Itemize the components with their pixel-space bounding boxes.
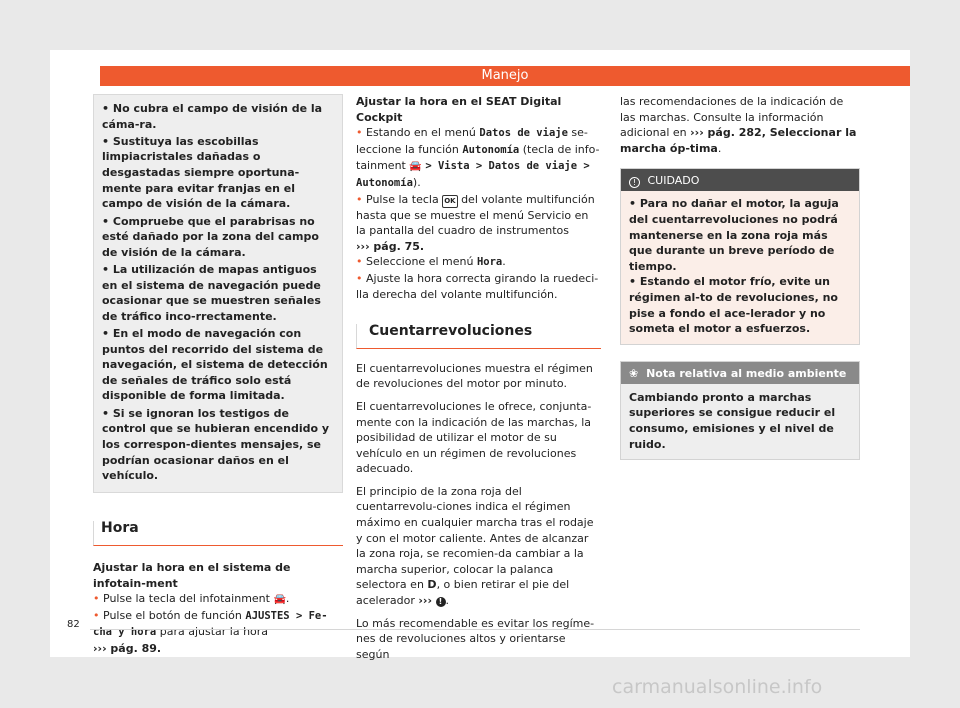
page-reference[interactable]: ››› xyxy=(418,594,432,608)
caution-box xyxy=(620,168,860,344)
caution-title: CUIDADO xyxy=(647,174,700,188)
step-item: • Ajuste la hora correcta girando la ruedeci-lla derecha del volante multifunción. xyxy=(356,271,599,301)
section-title-hora: Hora xyxy=(93,521,343,546)
ok-key-icon: OK xyxy=(442,195,457,208)
warning-item: • En el modo de navegación con puntos del recorrido del sistema de navegación, el sistema de detección de señales de tráfico solo está disponible de forma limitada. xyxy=(102,327,328,403)
page-reference[interactable]: ››› pág. 75. xyxy=(356,239,425,253)
caution-icon: ! xyxy=(629,177,640,188)
manual-page xyxy=(50,50,910,661)
environment-note-header xyxy=(621,362,859,384)
step-item: • Pulse la tecla OK del volante multifunción hasta que se muestre el menú Servicio en la pantalla del cuadro de instrumentos ››› pág. 75. xyxy=(356,192,595,253)
warning-icon: ! xyxy=(436,597,446,607)
caution-item: • Estando el motor frío, evite un régimen al-to de revoluciones, no pise a fondo el ace-lerador y no someta el motor a esfuerzos. xyxy=(629,275,838,336)
column-right xyxy=(620,94,860,460)
page-reference[interactable]: ››› pág. 282, Seleccionar la marcha óp-tima xyxy=(620,126,857,155)
step-item: • Seleccione el menú Hora. xyxy=(356,255,506,269)
paragraph: El cuentarrevoluciones muestra el régimen de revoluciones del motor por minuto. xyxy=(356,361,593,391)
environment-note-text: Cambiando pronto a marchas superiores se consigue reducir el consumo, emisiones y el nivel de ruido. xyxy=(629,390,836,451)
caution-item: • Para no dañar el motor, la aguja del cuentarrevoluciones no podrá mantenerse en la zona roja más que durante un breve período de tiempo. xyxy=(629,197,839,273)
step-item: • Pulse el botón de función AJUSTES > Fe-cha y hora para ajustar la hora ››› pág. 89. xyxy=(93,608,328,655)
step-item: • Pulse la tecla del infotainment 🚘. xyxy=(93,592,290,606)
chapter-title: Manejo xyxy=(481,68,529,83)
warning-item: • La utilización de mapas antiguos en el sistema de navegación puede ocasionar que se muestren señales de tráfico inco-rrectamente. xyxy=(102,263,321,323)
subhead-digital-cockpit: Ajustar la hora en el SEAT Digital Cockpit xyxy=(356,95,562,124)
camera-warning-box xyxy=(93,94,343,493)
environment-note-box xyxy=(620,361,860,460)
warning-item: • Compruebe que el parabrisas no esté dañado por la zona del campo de visión de la cámara. xyxy=(102,214,319,259)
warning-item: • Si se ignoran los testigos de control que se hubieran encendido y los correspon-dientes mensajes, se podrían ocasionar daños en el vehículo. xyxy=(102,406,330,483)
car-icon: 🚘 xyxy=(273,594,286,606)
caution-header xyxy=(621,169,859,191)
page-number: 82 xyxy=(67,619,80,630)
step-item: • Estando en el menú Datos de viaje se-leccione la función Autonomía (tecla de info-tainment 🚘 > Vista > Datos de viaje > Autonomía). xyxy=(356,126,600,189)
column-middle xyxy=(356,94,601,662)
paragraph: las recomendaciones de la indicación de las marchas. Consulte la información adicional en ››› pág. 282, Seleccionar la marcha óp-tima. xyxy=(620,95,857,155)
caution-body xyxy=(621,191,859,343)
footer-divider xyxy=(90,629,860,630)
warning-item: • Sustituya las escobillas limpiacristales dañadas o desgastadas siempre oportuna-mente para evitar franjas en el campo de visión de la cámara. xyxy=(102,134,300,211)
leaf-icon: ❀ xyxy=(629,366,639,380)
chapter-header xyxy=(100,66,910,86)
warning-item: • No cubra el campo de visión de la cáma-ra. xyxy=(102,102,323,131)
environment-note-title: Nota relativa al medio ambiente xyxy=(646,366,847,380)
page-reference[interactable]: ››› pág. 89. xyxy=(93,641,162,655)
column-left xyxy=(93,94,343,657)
paragraph: El principio de la zona roja del cuentarrevolu-ciones indica el régimen máximo en cualquier marcha tras el rodaje y con el motor caliente. Antes de alcanzar la zona roja, se recomien-da cambiar a la marcha superior, colocar la palanca selectora en D, o bien retirar el pie del acelerador ››› ! . xyxy=(356,484,594,608)
subhead-infotainment: Ajustar la hora en el sistema de infotain-ment xyxy=(93,560,291,590)
section-title-cuentarrevoluciones: Cuentarrevoluciones xyxy=(356,324,601,349)
paragraph: El cuentarrevoluciones le ofrece, conjunta-mente con la indicación de las marchas, la posibilidad de utilizar el motor de su vehículo en un régimen de revoluciones adecuado. xyxy=(356,399,592,476)
watermark: carmanualsonline.info xyxy=(612,676,823,698)
paragraph: Lo más recomendable es evitar los regíme-nes de revoluciones altos y orientarse según xyxy=(356,616,595,661)
car-icon: 🚘 xyxy=(409,161,422,173)
